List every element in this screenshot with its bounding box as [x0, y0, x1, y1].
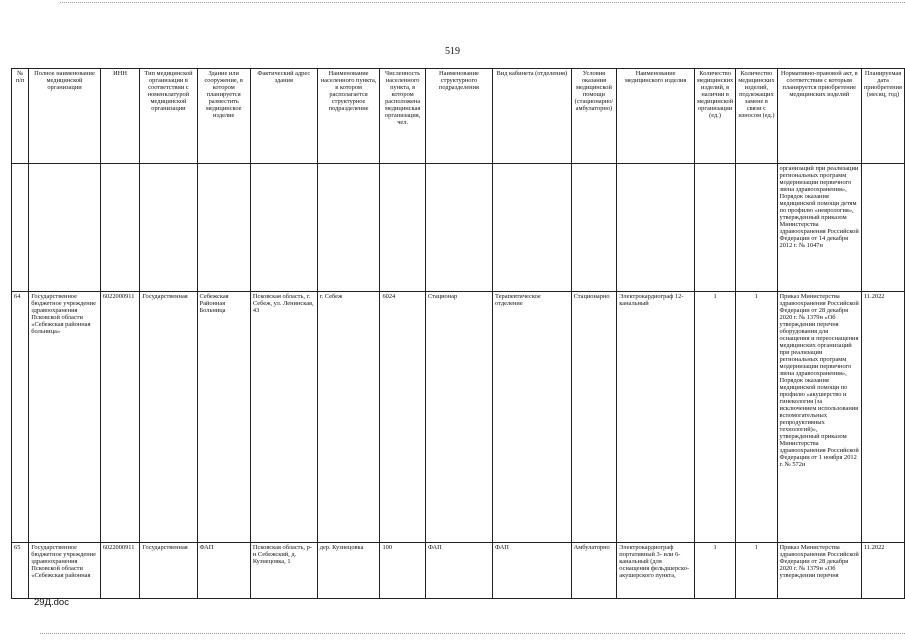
column-header: Наименование населенного пункта, в котором располагается структурное подразделение: [317, 69, 380, 164]
population-cell: 100: [380, 543, 425, 599]
legal-act-cell: организаций при реализации региональных программ модернизации первичного звена здравоохранения», Порядок оказания медицинской помощи детям по профилю «неврология», утвержденный приказом Министерства здравоохранения Российской Федерации от 14 декабря 2012 г. № 1047н: [777, 164, 861, 292]
address-cell: Псковская область, г. Себеж, ул. Ленинская, 43: [250, 292, 317, 543]
address-cell: Псковская область, р-н Себежский, д. Кузнецовка, 1: [250, 543, 317, 599]
date-cell: 11.2022: [861, 292, 904, 543]
cabinet-cell: ФАП: [493, 543, 572, 599]
organization-type: Государственная: [140, 292, 197, 543]
footer-filename: 29Д.doc: [34, 597, 69, 608]
inn-cell: 6022000911: [100, 292, 140, 543]
organization-name: Государственное бюджетное учреждение здравоохранения Псковской области «Себежская районная больница»: [29, 292, 100, 543]
legal-act-cell: Приказ Министерства здравоохранения Российской Федерации от 28 декабря 2020 г. № 1379н «Об утверждении перечня: [777, 543, 861, 599]
legal-act-cell: Приказ Министерства здравоохранения Российской Федерации от 28 декабря 2020 г. № 1379н «Об утверждении перечня оборудования для оснащения и переоснащения медицинских организаций при реализации региональных программ модернизации первичного звена здравоохранения», Порядок оказания медицинской помощи по профилю «акушерство и гинекология (за исключением использования вспомогательных репродуктивных технологий)», утвержденный приказом Министерства здравоохранения Российской Федерации от 1 ноября 2012 г. № 572н: [777, 292, 861, 543]
organization-name: Государственное бюджетное учреждение здравоохранения Псковской области «Себежская районная: [29, 543, 100, 599]
column-header: № п/п: [12, 69, 29, 164]
page-number: 519: [445, 46, 460, 57]
qty-present-cell: 1: [694, 292, 735, 543]
organization-type: Государственная: [140, 543, 197, 599]
row-number: 65: [12, 543, 29, 599]
table-row: [12, 543, 905, 599]
column-header: Фактический адрес здания: [250, 69, 317, 164]
column-header: Наименование медицинского изделия: [617, 69, 695, 164]
locality-cell: г. Себеж: [317, 292, 380, 543]
building-cell: ФАП: [197, 543, 250, 599]
column-header: Полное наименование медицинской организации: [29, 69, 100, 164]
column-header: Наименование структурного подразделения: [425, 69, 492, 164]
column-header: Здание или сооружение, в котором планируется разместить медицинское изделие: [197, 69, 250, 164]
table-header-row: [12, 69, 905, 164]
qty-present-cell: 1: [694, 543, 735, 599]
qty-replace-cell: 1: [736, 543, 777, 599]
table-row: [12, 292, 905, 543]
building-cell: Себежская Районная Больница: [197, 292, 250, 543]
population-cell: 6024: [380, 292, 425, 543]
date-cell: 11.2022: [861, 543, 904, 599]
scan-edge-bottom: [40, 633, 905, 636]
cabinet-cell: Терапевтическое отделение: [493, 292, 572, 543]
unit-cell: ФАП: [425, 543, 492, 599]
column-header: Количество медицинских изделий, подлежащих замене в связи с износом (ед.): [736, 69, 777, 164]
column-header: Планируемая дата приобретения (месяц, год): [861, 69, 904, 164]
table-row-continuation: [12, 164, 905, 292]
column-header: Нормативно-правовой акт, в соответствии с которым планируется приобретение медицинских изделий: [777, 69, 861, 164]
column-header: Тип медицинской организации в соответствии с номенклатурой медицинской организации: [140, 69, 197, 164]
conditions-cell: Амбулаторно: [571, 543, 617, 599]
qty-replace-cell: 1: [736, 292, 777, 543]
scan-edge-top: [60, 2, 905, 5]
conditions-cell: Стационарно: [571, 292, 617, 543]
unit-cell: Стационар: [425, 292, 492, 543]
row-number: 64: [12, 292, 29, 543]
column-header: Условия оказания медицинской помощи (стационарно/ амбулаторно): [571, 69, 617, 164]
locality-cell: дер. Кузнецовка: [317, 543, 380, 599]
device-cell: Электрокардиограф 12-канальный: [617, 292, 695, 543]
device-cell: Электрокардиограф портативный 3- или 6-канальный (для оснащения фельдшерско-акушерского пункта,: [617, 543, 695, 599]
equipment-table: [11, 68, 905, 599]
column-header: Количество медицинских изделий, в наличии в медицинской организации (ед.): [694, 69, 735, 164]
column-header: Вид кабинета (отделения): [493, 69, 572, 164]
column-header: ИНН: [100, 69, 140, 164]
column-header: Численность населенного пункта, в котором расположена медицинская организация, чел.: [380, 69, 425, 164]
inn-cell: 6022000911: [100, 543, 140, 599]
